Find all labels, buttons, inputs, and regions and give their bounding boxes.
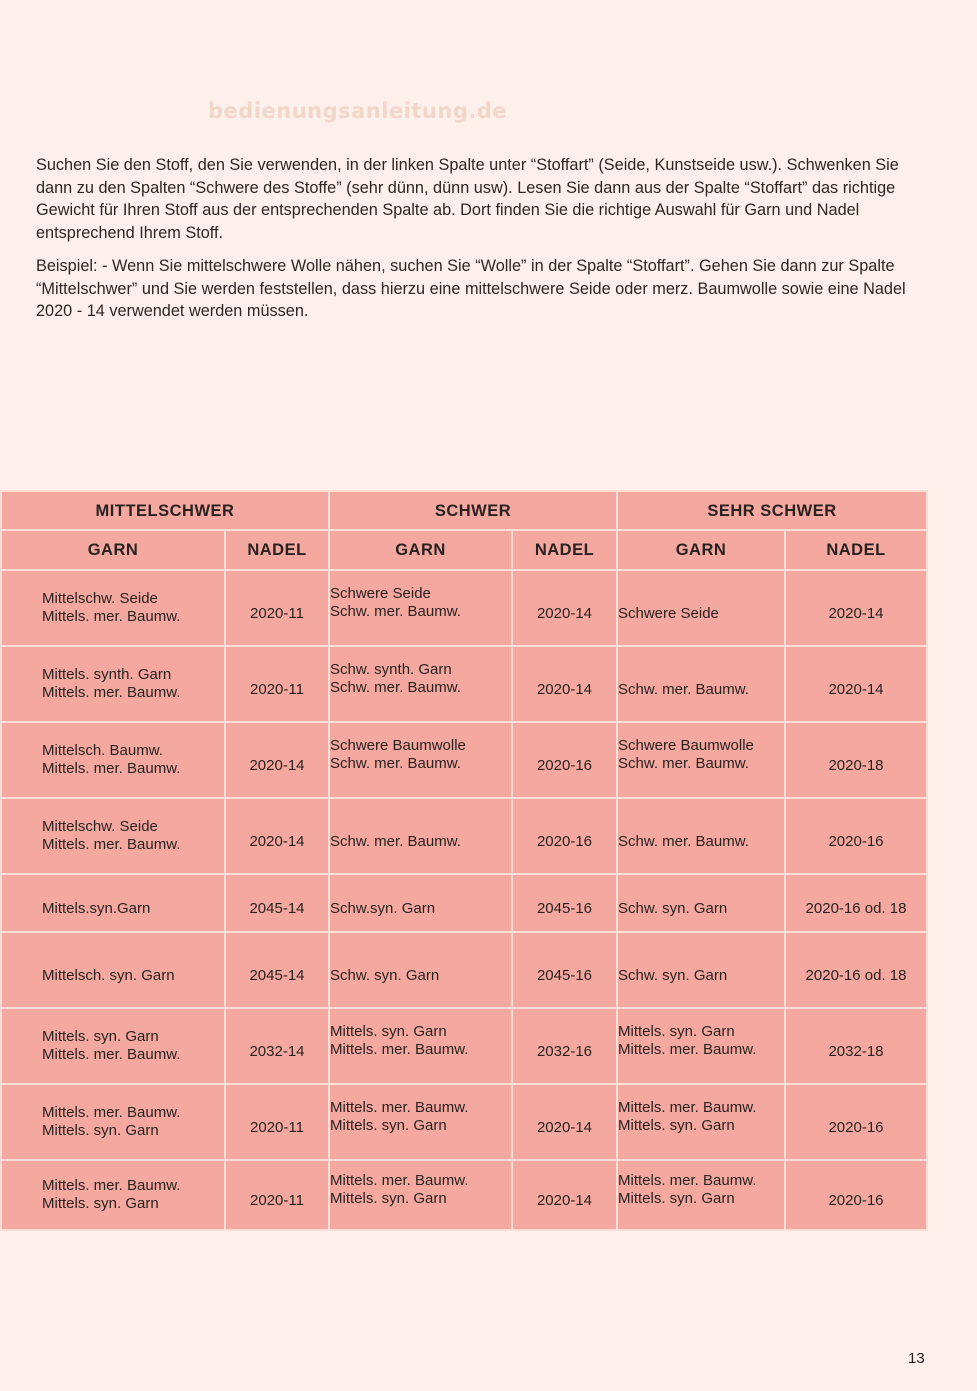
nadel-cell [512,874,617,932]
garn-line: Schw. mer. Baumw. [330,679,461,696]
subheader-garn: GARN [617,530,785,570]
nadel-value: 2020-14 [249,757,305,774]
nadel-cell [225,1008,329,1084]
table-row [1,646,927,722]
nadel-cell [225,1160,329,1230]
garn-line: Schw. mer. Baumw. [330,603,461,620]
garn-line: Schwere Baumwolle [618,737,754,754]
garn-line: Schw. synth. Garn [330,661,452,678]
nadel-cell [785,570,927,646]
garn-line: Mittels. syn. Garn [618,1023,735,1040]
intro-paragraph-2: Beispiel: - Wenn Sie mittelschwere Wolle nähen, suchen Sie “Wolle” in der Spalte “Stoffart”. Gehen Sie dann zur Spalte “Mittelschwer” und Sie werden feststellen, dass hierzu eine mittelschwere Seide oder merz. Baumwolle sowie eine Nadel 2020 - 14 verwendet werden müssen. [36,257,906,320]
nadel-cell [512,932,617,1008]
nadel-value: 2020-11 [250,605,304,622]
garn-line: Mittels. syn. Garn [618,1190,735,1207]
garn-line: Mittelsch. Baumw. [42,742,163,759]
nadel-value: 2020-16 [536,757,593,774]
garn-cell [1,646,225,722]
nadel-cell [225,798,329,874]
subheader-garn: GARN [1,530,225,570]
table-body [1,570,927,1230]
garn-line: Mittels. mer. Baumw. [42,1177,181,1194]
nadel-value: 2020-11 [250,1192,304,1209]
nadel-cell [785,874,927,932]
nadel-cell [512,798,617,874]
nadel-value: 2020-14 [249,833,305,850]
subheader-garn: GARN [329,530,512,570]
garn-line: Schw. mer. Baumw. [330,755,461,772]
nadel-value: 2032-16 [536,1043,593,1060]
garn-line: Schw. mer. Baumw. [618,681,749,698]
group-header-mittelschwer: MITTELSCHWER [1,491,329,530]
nadel-cell [785,1008,927,1084]
nadel-value: 2020-16 [828,1192,884,1209]
garn-line: Mittels. mer. Baumw. [42,608,181,625]
garn-cell [617,646,785,722]
garn-line: Mittels. syn. Garn [42,1195,159,1212]
nadel-cell [785,1084,927,1160]
nadel-value: 2032-14 [249,1043,305,1060]
garn-line: Mittels. mer. Baumw. [330,1041,469,1058]
garn-line: Mittels. mer. Baumw. [330,1172,469,1189]
garn-line: Schw. syn. Garn [330,967,440,984]
garn-line: Schw.syn. Garn [330,900,436,917]
garn-cell [1,1008,225,1084]
subheader-nadel: NADEL [785,530,927,570]
group-header-sehr-schwer: SEHR SCHWER [617,491,927,530]
garn-line: Mittelschw. Seide [42,590,158,607]
nadel-value: 2020-14 [536,1192,593,1209]
nadel-value: 2020-14 [828,681,884,698]
garn-cell [329,722,512,798]
nadel-value: 2045-14 [249,900,305,917]
garn-line: Mittels. mer. Baumw. [42,684,181,701]
intro-text [36,154,926,334]
garn-line: Mittels. mer. Baumw. [42,760,181,777]
table-row [1,874,927,932]
nadel-cell [512,570,617,646]
garn-cell [1,932,225,1008]
nadel-cell [512,1160,617,1230]
nadel-cell [785,798,927,874]
garn-cell [329,646,512,722]
subheader-nadel: NADEL [225,530,329,570]
garn-line: Mittels. mer. Baumw. [618,1172,757,1189]
garn-line: Mittels. mer. Baumw. [330,1099,469,1116]
nadel-cell [785,1160,927,1230]
intro-paragraph-1: Suchen Sie den Stoff, den Sie verwenden, in der linken Spalte unter “Stoffart” (Seide, Kunstseide usw.). Schwenken Sie dann zu den Spalten “Schwere des Stoffe” (sehr dünn, dünn usw). Lesen Sie dann aus der Spalte “Stoffart” das richtige Gewicht für Ihren Stoff aus der entsprechenden Spalte ab. Dort finden Sie die richtige Auswahl für Garn und Nadel entsprechend Ihrem Stoff. [36,156,899,242]
nadel-value: 2020-16 od. 18 [805,967,907,984]
nadel-value: 2020-14 [536,681,593,698]
garn-cell [329,570,512,646]
nadel-cell [225,570,329,646]
nadel-cell [512,1008,617,1084]
garn-cell [617,798,785,874]
garn-line: Mittels. syn. Garn [618,1117,735,1134]
nadel-value: 2020-14 [536,605,593,622]
nadel-value: 2045-16 [536,967,593,984]
garn-cell [329,1160,512,1230]
nadel-cell [785,646,927,722]
nadel-value: 2020-14 [828,605,884,622]
garn-line: Schw. mer. Baumw. [618,833,749,850]
nadel-cell [785,932,927,1008]
nadel-cell [512,646,617,722]
nadel-cell [225,646,329,722]
garn-line: Schwere Baumwolle [330,737,466,754]
garn-cell [1,722,225,798]
garn-line: Schw. mer. Baumw. [330,833,461,850]
garn-line: Schw. syn. Garn [618,967,728,984]
nadel-cell [225,932,329,1008]
garn-cell [617,722,785,798]
garn-line: Mittels. syn. Garn [330,1117,447,1134]
garn-line: Mittels. mer. Baumw. [618,1041,757,1058]
garn-cell [617,874,785,932]
table-row [1,1084,927,1160]
garn-line: Schw. syn. Garn [618,900,728,917]
garn-line: Mittels. syn. Garn [330,1190,447,1207]
garn-cell [329,798,512,874]
nadel-cell [512,1084,617,1160]
subheader-nadel: NADEL [512,530,617,570]
garn-line: Mittels. synth. Garn [42,666,172,683]
garn-line: Schw. mer. Baumw. [618,755,749,772]
garn-cell [617,932,785,1008]
garn-line: Mittels. mer. Baumw. [42,1104,181,1121]
table-row [1,932,927,1008]
garn-cell [1,1160,225,1230]
page-number: 13 [908,1350,925,1367]
garn-cell [1,570,225,646]
garn-line: Mittels. mer. Baumw. [42,836,181,853]
garn-cell [329,932,512,1008]
garn-cell [617,1084,785,1160]
nadel-cell [785,722,927,798]
nadel-cell [512,722,617,798]
garn-line: Mittels. mer. Baumw. [618,1099,757,1116]
nadel-value: 2045-16 [536,900,593,917]
nadel-cell [225,722,329,798]
garn-line: Mittelschw. Seide [42,818,158,835]
group-header-schwer: SCHWER [329,491,617,530]
garn-line: Mittels.syn.Garn [42,900,151,917]
nadel-value: 2020-16 [536,833,593,850]
table-row [1,1160,927,1230]
nadel-value: 2020-14 [536,1119,593,1136]
nadel-value: 2020-18 [828,757,884,774]
nadel-value: 2020-16 od. 18 [805,900,907,917]
table-row [1,570,927,646]
garn-line: Mittels. syn. Garn [42,1122,159,1139]
nadel-value: 2020-16 [828,833,884,850]
garn-cell [1,798,225,874]
nadel-value: 2020-16 [828,1119,884,1136]
garn-cell [329,874,512,932]
nadel-cell [225,874,329,932]
table-row [1,722,927,798]
garn-line: Mittels. mer. Baumw. [42,1046,181,1063]
nadel-value: 2020-11 [250,1119,304,1136]
nadel-value: 2032-18 [828,1043,884,1060]
table-row [1,798,927,874]
nadel-value: 2045-14 [249,967,305,984]
garn-cell [329,1008,512,1084]
garn-cell [617,1008,785,1084]
garn-line: Schwere Seide [618,605,719,622]
nadel-value: 2020-11 [250,681,304,698]
garn-line: Mittels. syn. Garn [330,1023,447,1040]
garn-line: Schwere Seide [330,585,431,602]
garn-line: Mittelsch. syn. Garn [42,967,175,984]
garn-cell [329,1084,512,1160]
watermark: bedienungsanleitung.de [208,99,508,123]
table-row [1,1008,927,1084]
garn-cell [1,1084,225,1160]
nadel-cell [225,1084,329,1160]
garn-cell [617,570,785,646]
garn-cell [1,874,225,932]
thread-needle-table [0,490,928,1231]
garn-line: Mittels. syn. Garn [42,1028,159,1045]
garn-cell [617,1160,785,1230]
